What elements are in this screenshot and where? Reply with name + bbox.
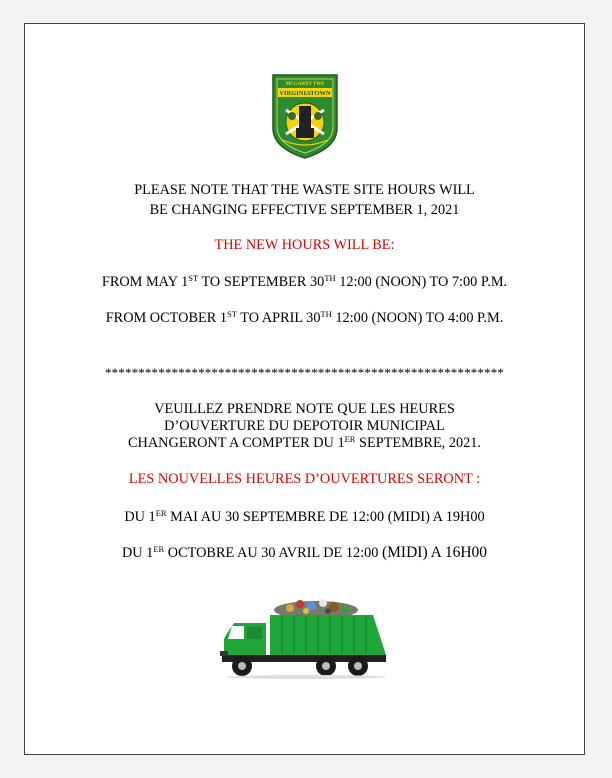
- french-line-3: CHANGERONT A COMPTER DU 1ER SEPTEMBRE, 2021.: [128, 434, 481, 451]
- french-hours-1: DU 1ER MAI AU 30 SEPTEMBRE DE 12:00 (MIDI) A 19H00: [124, 508, 485, 525]
- english-line-1: PLEASE NOTE THAT THE WASTE SITE HOURS WILL: [134, 182, 475, 198]
- notice-page: [24, 23, 585, 755]
- crest-top-text: MCGARRY TWP: [285, 82, 325, 87]
- garbage-truck-icon: [218, 597, 388, 679]
- english-line-2: BE CHANGING EFFECTIVE SEPTEMBER 1, 2021: [149, 202, 460, 218]
- english-hours-1: FROM MAY 1ST TO SEPTEMBER 30TH 12:00 (NOON) TO 7:00 P.M.: [101, 273, 508, 290]
- township-crest-logo: [270, 72, 340, 160]
- french-hours-2: DU 1ER OCTOBRE AU 30 AVRIL DE 12:00 (MIDI) A 16H00: [121, 544, 488, 561]
- french-line-1: VEUILLEZ PRENDRE NOTE QUE LES HEURES: [154, 401, 455, 417]
- separator-line: ************************************************************: [105, 365, 504, 380]
- french-heading: LES NOUVELLES HEURES D’OUVERTURES SERONT :: [128, 471, 481, 487]
- french-line-2: D’OUVERTURE DU DEPOTOIR MUNICIPAL: [164, 418, 445, 434]
- english-hours-2: FROM OCTOBER 1ST TO APRIL 30TH 12:00 (NOON) TO 4:00 P.M.: [105, 309, 504, 326]
- crest-band-text: VIRGINIATOWN: [279, 90, 331, 97]
- english-heading: THE NEW HOURS WILL BE:: [214, 237, 395, 253]
